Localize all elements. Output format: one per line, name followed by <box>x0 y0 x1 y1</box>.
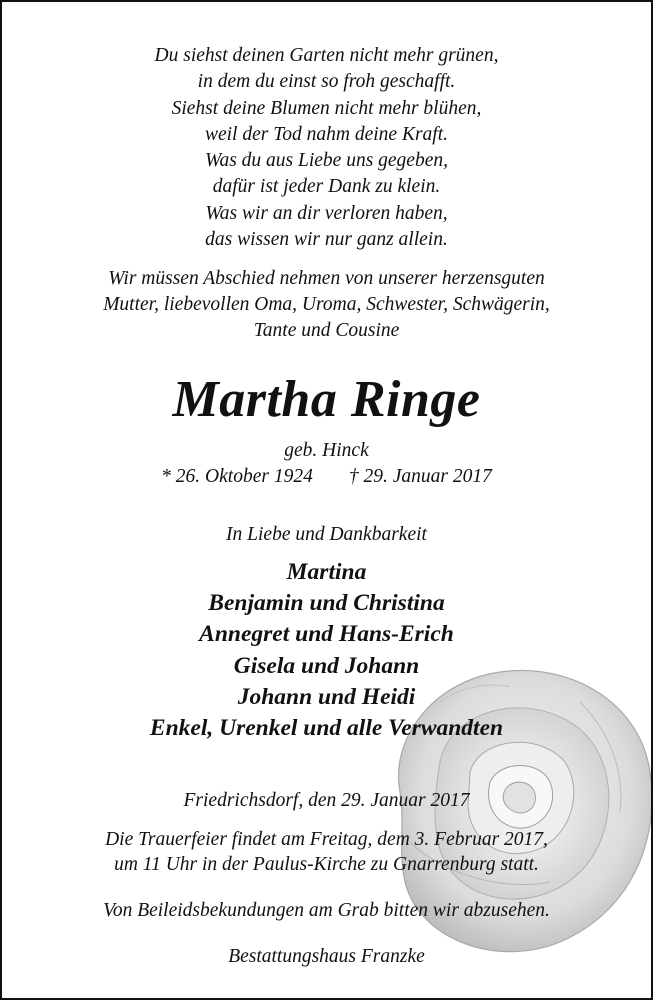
love-line: In Liebe und Dankbarkeit <box>226 524 427 545</box>
poem-line: Was du aus Liebe uns gegeben, <box>204 150 448 172</box>
life-dates <box>2 464 651 490</box>
poem-line: weil der Tod nahm deine Kraft. <box>204 123 449 145</box>
poem <box>2 43 651 253</box>
service-line: Die Trauerfeier findet am Freitag, dem 3. Februar 2017, <box>105 829 548 850</box>
poem-line: Siehst deine Blumen nicht mehr blühen, <box>171 97 482 119</box>
intro-line: Mutter, liebevollen Oma, Uroma, Schwester, Schwägerin, <box>103 294 550 315</box>
intro-line: Tante und Cousine <box>253 320 400 341</box>
place-date: Friedrichsdorf, den 29. Januar 2017 <box>183 790 470 811</box>
funeral-service-info <box>2 828 651 877</box>
intro-line: Wir müssen Abschied nehmen von unserer herzensguten <box>108 268 545 289</box>
mourner-line: Enkel, Urenkel und alle Verwandten <box>149 715 504 742</box>
deceased-name: Martha Ringe <box>172 371 481 428</box>
birth-date: * 26. Oktober 1924 <box>161 466 313 487</box>
mourners-list <box>2 557 651 744</box>
poem-line: Du siehst deinen Garten nicht mehr grünen, <box>154 45 499 66</box>
mourner-line: Benjamin und Christina <box>208 590 445 617</box>
maiden-name: geb. Hinck <box>284 440 369 461</box>
mourner-line: Johann und Heidi <box>237 683 416 710</box>
mourner-line: Martina <box>286 559 367 585</box>
death-date: † 29. Januar 2017 <box>348 466 492 487</box>
intro-text <box>2 266 651 344</box>
undertaker-name: Bestattungshaus Franzke <box>228 946 425 967</box>
poem-line: in dem du einst so froh geschafft. <box>197 71 456 93</box>
poem-line: dafür ist jeder Dank zu klein. <box>212 176 441 198</box>
condolences-note: Von Beileidsbekundungen am Grab bitten wir abzusehen. <box>103 900 550 921</box>
poem-line: das wissen wir nur ganz allein. <box>205 229 448 251</box>
poem-line: Was wir an dir verloren haben, <box>205 202 448 224</box>
mourner-line: Gisela und Johann <box>233 652 420 679</box>
mourner-line: Annegret und Hans-Erich <box>199 621 454 648</box>
service-line: um 11 Uhr in der Paulus-Kirche zu Gnarrenburg statt. <box>114 853 539 875</box>
